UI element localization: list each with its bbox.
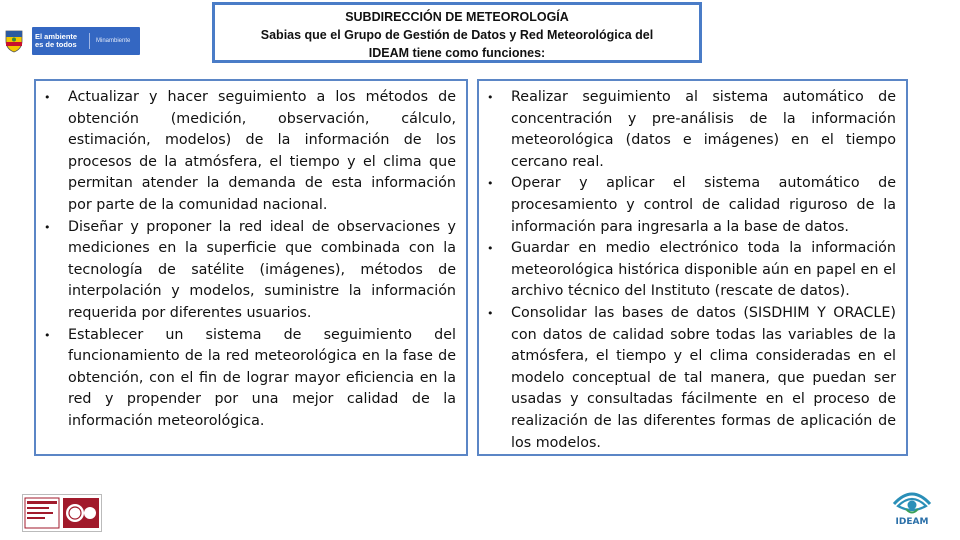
header-box xyxy=(212,2,702,63)
function-item: • Consolidar las bases de datos (SISDHIM Y ORACLE) con datos de calidad sobre todas las variables de la atmósfera, el tiempo y el clima consideradas en el modelo conceptual de tal manera, que puedan ser usadas y consultadas fácilmente en el proceso de realización de las diferentes formas de aplicación de los modelos. xyxy=(485,303,896,454)
function-item: • Establecer un sistema de seguimiento del funcionamiento de la red meteorológica en la fase de obtención, con el fin de lograr mayor eficiencia en la red y propender por una mejor calidad de la información meteorológica. xyxy=(42,325,456,433)
gov-slogan-line1: El ambiente xyxy=(35,32,78,41)
ideam-eye-icon xyxy=(886,486,938,528)
page-title: SUBDIRECCIÓN DE METEOROLOGÍA xyxy=(345,10,569,24)
function-item: • Operar y aplicar el sistema automático de procesamiento y control de calidad riguroso de la información para ingresarla a la base de datos. xyxy=(485,173,896,238)
functions-panel-right xyxy=(477,79,908,456)
function-item: • Diseñar y proponer la red ideal de observaciones y mediciones en la superficie que combinada con la tecnología de satélite (imágenes), métodos de interpolación y modelos, suministre la información requerida por diferentes usuarios. xyxy=(42,217,456,325)
page-subtitle-line2: IDEAM tiene como funciones: xyxy=(368,46,546,60)
gov-slogan-line2: es de todos xyxy=(35,40,77,49)
government-logo xyxy=(4,26,142,56)
functions-list-left xyxy=(42,87,456,433)
certification-logos xyxy=(22,494,102,532)
ideam-logo xyxy=(886,486,938,528)
functions-panel-left xyxy=(34,79,468,456)
certification-seal-icon xyxy=(23,495,101,531)
function-item: • Realizar seguimiento al sistema automático de concentración y pre-análisis de la información meteorológica (datos e imágenes) en el tiempo cercano real. xyxy=(485,87,896,173)
function-item: • Actualizar y hacer seguimiento a los métodos de obtención (medición, observación, cálculo, estimación, modelos) de la información de los procesos de la atmósfera, el tiempo y el clima que permitan atender la demanda de esta información por parte de la comunidad nacional. xyxy=(42,87,456,217)
ministry-name: Minambiente xyxy=(96,38,131,44)
colombia-shield-icon xyxy=(4,29,24,53)
functions-list-right xyxy=(485,87,896,454)
gov-slogan xyxy=(32,33,90,49)
page-subtitle-line1: Sabias que el Grupo de Gestión de Datos y Red Meteorológica del xyxy=(260,28,654,42)
gov-banner xyxy=(32,27,140,55)
ideam-logo-text: IDEAM xyxy=(895,517,929,527)
function-item: • Guardar en medio electrónico toda la información meteorológica histórica disponible aún en papel en el archivo técnico del Instituto (rescate de datos). xyxy=(485,238,896,303)
